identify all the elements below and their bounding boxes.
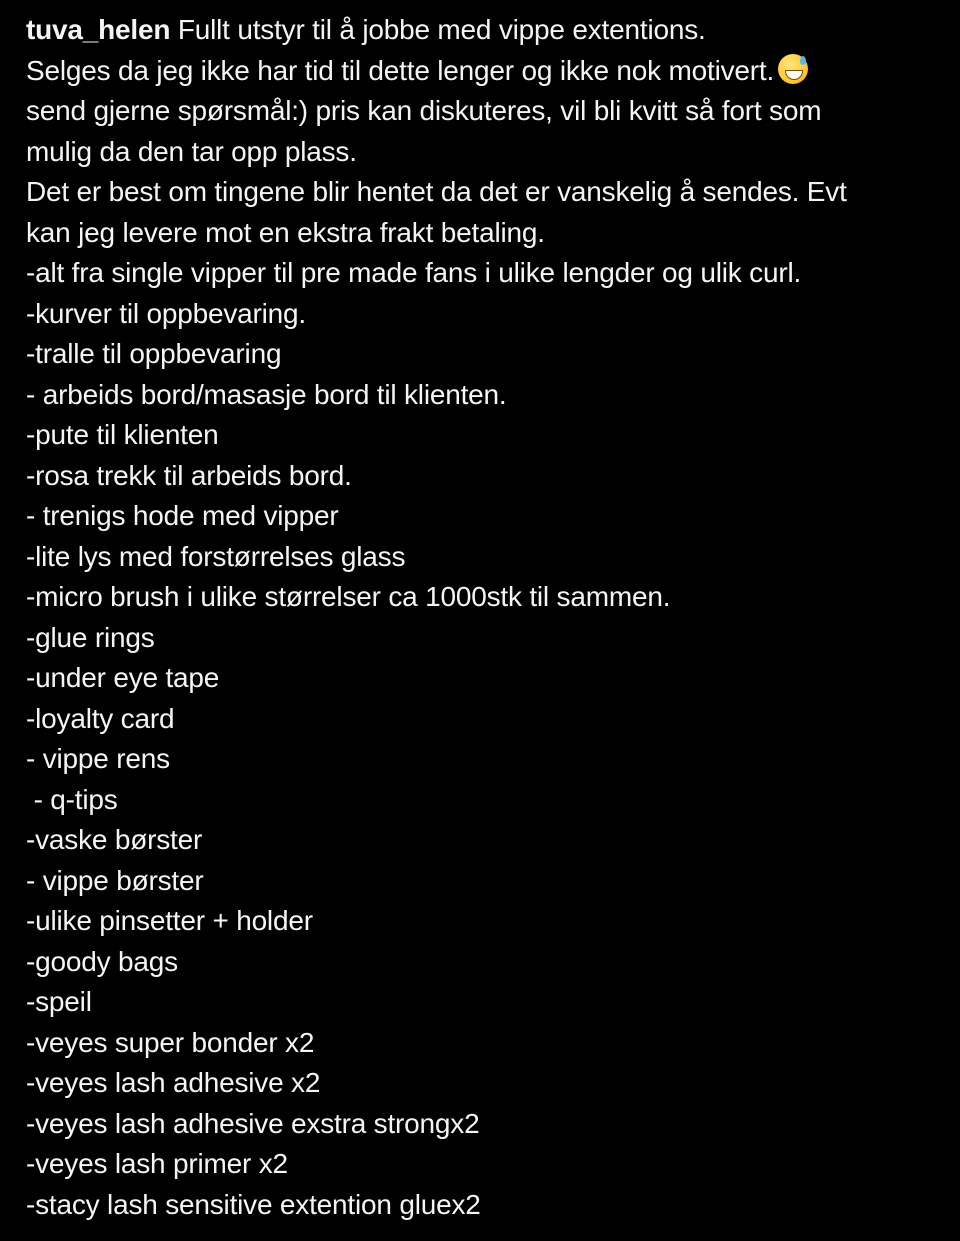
caption-first-line	[26, 10, 946, 51]
post-caption	[26, 10, 946, 1225]
caption-line: -micro brush i ulike størrelser ca 1000stk til sammen.	[26, 581, 671, 612]
caption-lines	[26, 91, 946, 1225]
caption-line: - vippe rens	[26, 743, 170, 774]
caption-text: Fullt utstyr til å jobbe med vippe extentions.	[170, 14, 706, 45]
caption-line: -tralle til oppbevaring	[26, 338, 282, 369]
caption-line: - trenigs hode med vipper	[26, 500, 339, 531]
caption-line: -veyes lash adhesive x2	[26, 1067, 321, 1098]
caption-line: Det er best om tingene blir hentet da det er vanskelig å sendes. Evt	[26, 176, 847, 207]
caption-line: -glue rings	[26, 621, 155, 653]
caption-line: -kurver til oppbevaring.	[26, 297, 306, 329]
caption-line: -under eye tape	[26, 662, 220, 693]
caption-line: -vaske børster	[26, 824, 203, 855]
username-link[interactable]: tuva_helen	[26, 14, 171, 45]
caption-line: -speil	[26, 986, 92, 1017]
caption-line: -loyalty card	[26, 702, 175, 734]
caption-line: -ulike pinsetter + holder	[26, 905, 313, 936]
caption-line: mulig da den tar opp plass.	[26, 135, 357, 167]
caption-line: kan jeg levere mot en ekstra frakt betaling.	[26, 216, 545, 248]
caption-line: -rosa trekk til arbeids bord.	[26, 459, 352, 491]
caption-line: send gjerne spørsmål:) pris kan diskuteres, vil bli kvitt så fort som	[26, 95, 822, 126]
caption-line: - vippe børster	[26, 864, 204, 896]
caption-line: -goody bags	[26, 945, 178, 977]
caption-line: -lite lys med forstørrelses glass	[26, 540, 406, 572]
caption-line: -stacy lash sensitive extention gluex2	[26, 1188, 481, 1220]
caption-line: -veyes super bonder x2	[26, 1026, 315, 1058]
caption-line: -veyes lash adhesive exstra strongx2	[26, 1107, 480, 1139]
caption-line: -alt fra single vipper til pre made fans i ulike lengder og ulik curl.	[26, 257, 802, 288]
caption-text: Selges da jeg ikke har tid til dette lenger og ikke nok motivert.	[26, 54, 775, 86]
caption-line	[26, 51, 946, 92]
caption-line: -veyes lash primer x2	[26, 1148, 288, 1179]
caption-line: - arbeids bord/masasje bord til klienten.	[26, 378, 507, 410]
sweat-smile-emoji-icon	[778, 54, 808, 84]
caption-line: -pute til klienten	[26, 419, 219, 450]
caption-line: - q-tips	[26, 783, 118, 815]
